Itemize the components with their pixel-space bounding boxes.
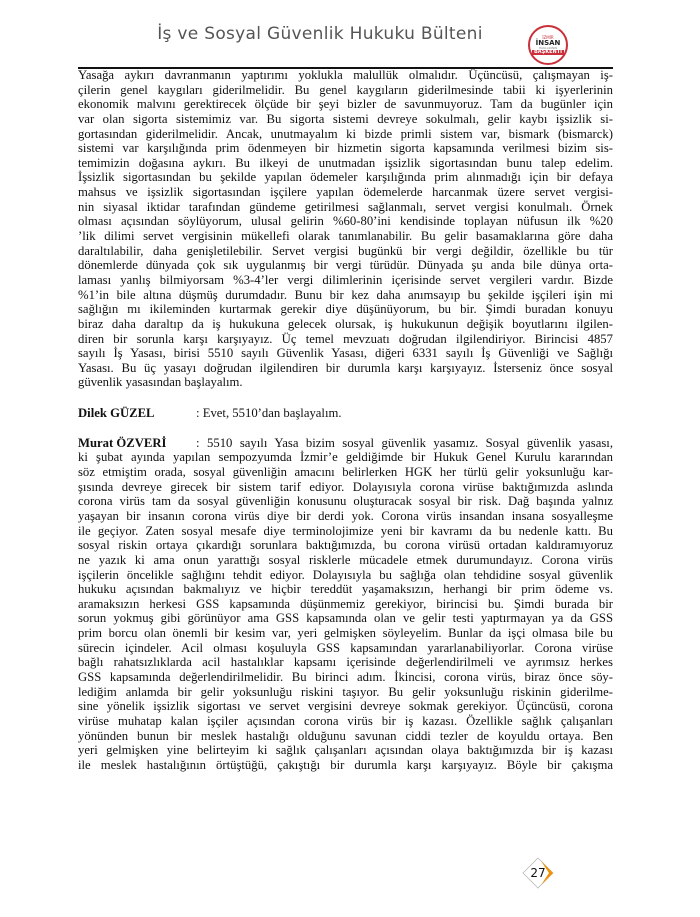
text-line: söz etmiştim orada, sosyal güvenliğin amacını belirlerken HGK her türlü gelir yoksunluğu kar- [78,465,613,480]
text-line: olması açısından söylüyorum, ulusal gelirin %60-80’ini kendisinde toplayan nüfusun ilk %20 [78,214,613,229]
text-line: Yasağa aykırı davranmanın yaptırımı yoklukla malullük olmalıdır. Üçüncüsü, çalışmayan iş- [78,68,613,82]
speaker-name: Murat ÖZVERİ [78,435,167,450]
text-line: sayılı İş Yasası, birisi 5510 sayılı Güvenlik Yasası, diğeri 6331 sayılı İş Güvenliği ve Sağlığı [78,346,613,361]
speech-text: : 5510 sayılı Yasa bizim sosyal güvenlik yasamız. Sosyal güvenlik yasası, [196,435,613,450]
text-line: temimizin doğasına aykırı. Bu ilkeyi de unutmadan işsizlik sigortasından bunu talep edelim. [78,155,613,170]
logo-text-insan: İNSAN [535,38,561,47]
text-line: sine yönelik işsizlik sigortası ve servet vergisini devreye sokmak gerekiyor. Üçüncüsü, corona [78,699,613,714]
text-line: şısında devreye girecek bir sistem tarif ediyor. Dolayısıyla corona virüse baktığımızda aslında [78,479,613,494]
dialogue-dilek [78,406,613,421]
text-line: ile meslek hastalığının örtüştüğü, çakıştığı bir durumla karşı karşıyayız. Böyle bir çakışma [78,757,613,772]
logo-text-izmir: İZMİR [542,34,554,40]
text-line: aramaksızın herkesi GSS kapsamında düşünmemiz gerekiyor, birincisi bu. Şimdi burada bir [78,596,613,611]
text-line: bağlı rahatsızlıklarda acil hastalıklar kapsamı içerisinde değerlendirilmeli ve ayrımsız herkes [78,655,613,670]
text-line: sağlığın mı ikileminden kurtarmak gerekir diye düşünüyorum, bu bir. Şimdi buradan konuyu [78,302,613,317]
document-body [78,65,613,772]
text-line: virüse muhatap kalan işçiler açısından corona virüs bir iş kazası. Özellikle sağlık çalışanları [78,713,613,728]
text-line: biraz daha daraltıp da iş hukukuna gelecek olursak, iş hukukunun değişik boyutlarını ilgilen- [78,316,613,331]
speech-text: : Evet, 5510’dan başlayalım. [196,406,342,421]
text-line: Yasası. Bu üç yasayı doğrudan ilgilendiren bir durumla karşı karşıyayız. İsterseniz önce sosyal [78,360,613,375]
text-line: ekonomik malvını gerektirecek ölçüde bir şeyi bizler de savunmuyoruz. Tam da bugünler için [78,97,613,112]
text-line: var olan sigorta sistemimiz var. Bu sigorta sistemi devreye sokulmalı, gelir kaybı işsizlik si- [78,111,613,126]
text-line: ne yazık ki ama onun yarattığı sosyal risklerle mücadele etmek durumundayız. Corona virüs [78,552,613,567]
dialogue-murat [78,436,613,773]
text-line: laması yanlış bilmiyorsam %3-4’ler vergi dilimlerinin içerisinde servet vergileri vardır. Bizde [78,272,613,287]
text-line: %1’in bile altına düşmüş durumdadır. Bunu bir kez daha anımsayıp bu şekilde işçileri işin mi [78,287,613,302]
text-line: prim borcu olan önemli bir kesim var, yeri gelmişken söyleyelim. Bunlar da işçi olmasa bile bu [78,626,613,641]
text-line: daraltılabilir, daha genişletilebilir. Servet vergisi bugünkü bir vergi değildir, özellikle bu tür [78,243,613,258]
logo-text-baskenti: BAŞKENTİ [533,48,563,55]
text-line: işçilerin öncelikle sağlığını tehdit ediyor. Dolayısıyla bu sağlığa olan tehdidine sosyal güvenlik [78,567,613,582]
text-line: yönünden bunun bir meslek hastalığı olduğunu savunan ciddi tezler de koyuldu ortaya. Ben [78,728,613,743]
text-line: mahsus ve işsizlik sigortasından işçilere yapılan ödemelerde harcanmak üzere servet vergisi- [78,185,613,200]
text-line [78,436,613,451]
text-line: dönemlerde dünyada çok sık uygulanmış bir vergi türüdür. Dünyada şu anda bile dünya orta- [78,258,613,273]
izmir-insan-haklari-logo [528,25,568,65]
text-line: sistemi var karşılığında prim ödenmeyen bir hizmetin sigorta kapsamında verilmesi bizim sis- [78,141,613,156]
paragraph-intro [78,68,613,390]
text-line: sürecin içindeler. Acil olması koşuluyla GSS kapsamından yararlanabiliyorlar. Corona virüse [78,640,613,655]
text-line: lediğim anlamda bir gelir yoksunluğu riskini taşıyor. Bu gelir yoksunluğu riskinin giderilme- [78,684,613,699]
text-line: corona virüs tam da sosyal güvenliğin konusunu oluşturacak sosyal bir risk. Dağ başında yalnız [78,494,613,509]
text-line: yeri gelmişken yine belirteyim ki sağlık çalışanları açısından olaya baktığımızda bir iş kazası [78,743,613,758]
text-line: diren bir sorunla karşı karşıyayız. Üç temel mevzuatı doğrudan ilgilendiriyor. Birincisi 4857 [78,331,613,346]
text-line: ’lik dilimi servet vergisinin mükellefi olarak tanımlanabilir. Bu gelir basamaklarına göre daha [78,229,613,244]
text-line: nin siyasal iktidar tarafından gündeme getirilmesi sağlanmalı, servet vergisi konulmalı. Örnek [78,199,613,214]
text-line: hukuku açısından bakmalıyız ve hiçbir tereddüt yaşamaksızın, herhangi bir prim ödeme vs. [78,582,613,597]
text-line: sosyal riskin ortaya çıkardığı sorunlara baktığımızda, bu corona virüsü ortadan kaldıramıyoruz [78,538,613,553]
page-number: 27 [530,866,546,880]
speaker-name: Dilek GÜZEL [78,406,155,421]
text-line: İşsizlik sigortasından bu şekilde yapılan ödemeler karşılığında prim alınmadığı için bir defaya [78,170,613,185]
text-line: çilerin genel kaygıları giderilmelidir. Bu genel kaygıların giderilmesinde tabii ki işyerlerinin [78,82,613,97]
text-line: sorun yokmuş gibi görünüyor ama GSS kapsamında olan ve gelir testi yaptırmayan ya da GSS [78,611,613,626]
logo-text-haklarinin: HAKLARININ [538,45,558,50]
text-line: yaşayan bir insanın corona virüs diye bir derdi yok. Corona virüs insandan insana sosyalleşme [78,508,613,523]
text-line: gortasından giderilmelidir. Ancak, unutmayalım ki bizde primli sistem var, bismark (bismarck) [78,126,613,141]
bulletin-title: İş ve Sosyal Güvenlik Hukuku Bülteni [157,24,483,44]
text-line: ile geçiyor. Zaten sosyal mesafe diye terminolojimize yeni bir kavramı da bu nedenle kattı. Bu [78,523,613,538]
text-line: güvenlik yasasından başlayalım. [78,375,243,390]
text-line: ki şubat ayında yapılan sempozyumda İzmir’e geldiğimde bir Hukuk Genel Kurulu kararından [78,450,613,465]
text-line: GSS kapsamında değerlendirilmelidir. Bu birinci adım. İkincisi, corona virüs, biraz önce söy- [78,669,613,684]
